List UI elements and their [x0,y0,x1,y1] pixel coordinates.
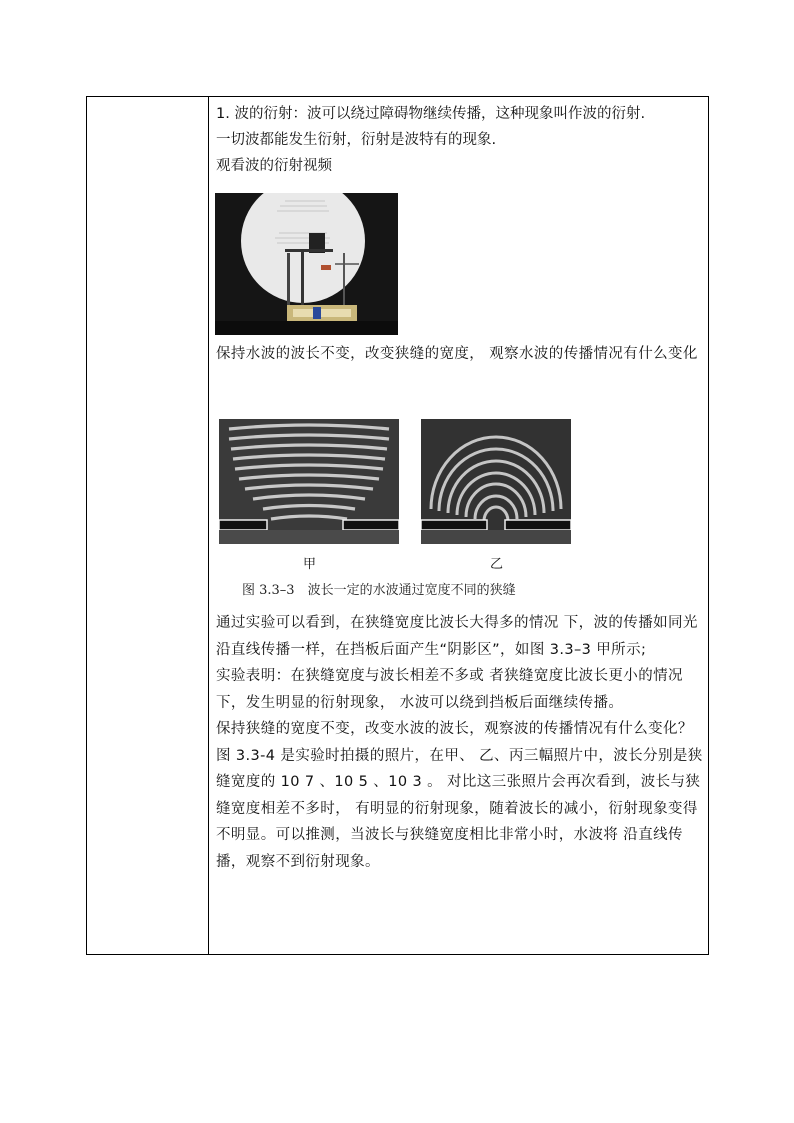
intro-line-3: 观看波的衍射视频 [216,158,332,174]
diffraction-photo-b [421,419,571,544]
intro-line-2: 一切波都能发生衍射，衍射是波特有的现象. [216,132,497,148]
prompt-text: 保持水波的波长不变，改变狭缝的宽度， 观察水波的传播情况有什么变化 [216,346,698,362]
lesson-table [86,96,709,955]
diffraction-video-thumbnail[interactable] [215,193,398,335]
diffraction-photo-a [219,419,399,544]
paragraph-1: 通过实验可以看到，在狭缝宽度比波长大得多的情况 下，波的传播如同光沿直线传播一样，在挡板后面产生“阴影区”，如图 3.3–3 甲所示; [216,615,698,658]
intro-line-1: 1. 波的衍射：波可以绕过障碍物继续传播，这种现象叫作波的衍射. [216,106,646,122]
photo-a-label: 甲 [303,557,317,572]
content-cell [216,101,706,179]
photo-b-label: 乙 [490,557,504,572]
paragraph-2: 实验表明：在狭缝宽度与波长相差不多或 者狭缝宽度比波长更小的情况下，发生明显的衍射现象， 水波可以绕到挡板后面继续传播。 [216,668,683,711]
prompt-cell [216,341,706,368]
explanation-cell [216,610,706,875]
figure-caption: 图 3.3–3 波长一定的水波通过宽度不同的狭缝 [242,583,516,598]
column-divider [208,97,209,954]
paragraph-3: 保持狭缝的宽度不变，改变水波的波长，观察波的传播情况有什么变化？图 3.3-4 是实验时拍摄的照片，在甲、 乙、丙三幅照片中，波长分别是狭缝宽度的 10 7 、10 5 、10 3 。 对比这三张照片会再次看到，波长与狭缝宽度相差不多时， 有明显的衍射现象，随着波长的减小，衍射现象变得不明显。可以推测，当波长与狭缝宽度相比非常小时，水波将 沿直线传播，观察不到衍射现象。 [216,721,703,870]
